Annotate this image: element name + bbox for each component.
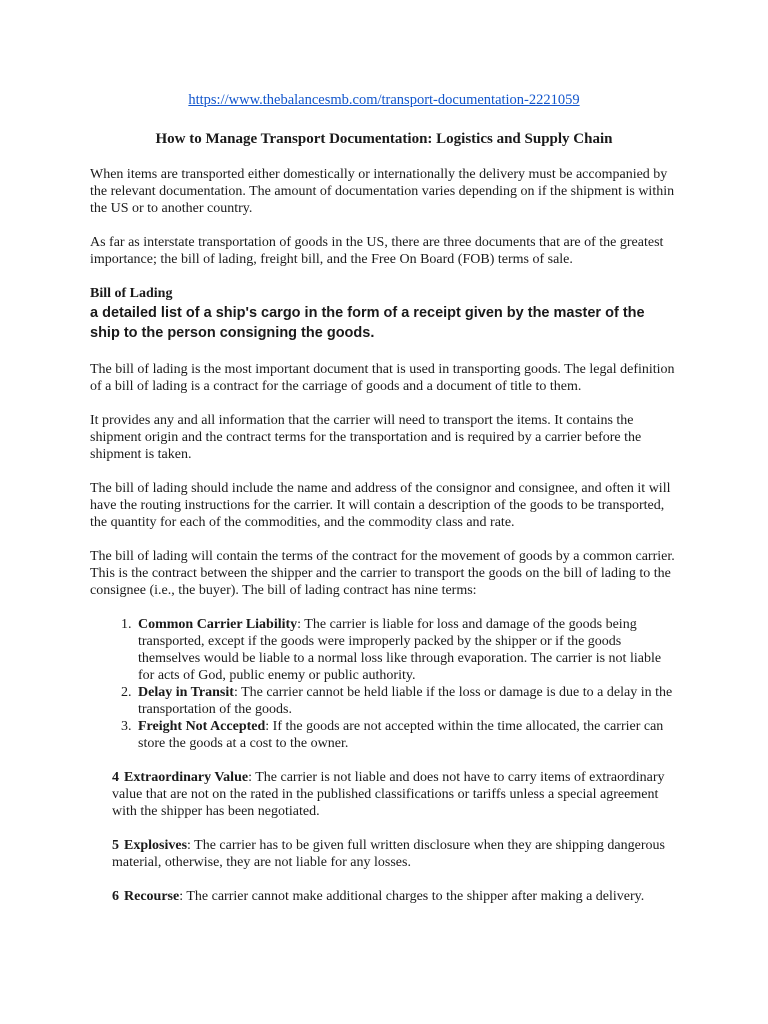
list-item <box>135 616 678 684</box>
source-url-link[interactable]: https://www.thebalancesmb.com/transport-documentation-2221059 <box>188 92 580 108</box>
list-item-text: : The carrier cannot be held liable if the loss or damage is due to a delay in the transportation of the goods. <box>138 685 673 717</box>
list-item-text: : The carrier is liable for loss and damage of the goods being transported, except if the goods were improperly packed by the shipper or if the goods themselves would be liable to a normal loss like through evaporation. The carrier is not liable for acts of God, public enemy or public authority. <box>138 617 662 683</box>
term-number: 4 <box>112 770 119 785</box>
body-paragraph-4: The bill of lading will contain the terms of the contract for the movement of goods by a common carrier. This is the contract between the shipper and the carrier to transport the goods on the bill of lading to the consignee (i.e., the buyer). The bill of lading contract has nine terms: <box>90 549 675 598</box>
term-item <box>112 769 678 820</box>
term-text: : The carrier is not liable and does not have to carry items of extraordinary value that are not on the rated in the published classifications or tariffs unless a special agreement with the shipper has been negotiated. <box>112 770 665 819</box>
list-item <box>135 718 678 752</box>
list-item-text: : If the goods are not accepted within the time allocated, the carrier can store the goods at a cost to the owner. <box>138 719 664 751</box>
term-name: Recourse <box>124 889 180 904</box>
section-heading: Bill of Lading <box>90 286 173 301</box>
list-item-term: Freight Not Accepted <box>138 719 266 734</box>
body-paragraph-1: The bill of lading is the most important document that is used in transporting goods. The legal definition of a bill of lading is a contract for the carriage of goods and a document of title to them. <box>90 362 675 394</box>
body-paragraph-3: The bill of lading should include the name and address of the consignor and consignee, and often it will have the routing instructions for the carrier. It will contain a description of the goods to be transported, the quantity for each of the commodities, and the commodity class and rate. <box>90 481 671 530</box>
intro-paragraph-2: As far as interstate transportation of goods in the US, there are three documents that are of the greatest importance; the bill of lading, freight bill, and the Free On Board (FOB) terms of sale. <box>90 235 664 267</box>
term-name: Explosives <box>124 838 188 853</box>
term-text: : The carrier has to be given full written disclosure when they are shipping dangerous material, otherwise, they are not liable for any losses. <box>112 838 665 870</box>
term-item <box>112 837 678 871</box>
term-item <box>112 888 678 905</box>
list-item-term: Common Carrier Liability <box>138 617 298 632</box>
term-name: Extraordinary Value <box>124 770 249 785</box>
list-item-term: Delay in Transit <box>138 685 234 700</box>
term-number: 5 <box>112 838 119 853</box>
term-number: 6 <box>112 889 119 904</box>
definition: a detailed list of a ship's cargo in the form of a receipt given by the master of the ship to the person consigning the goods. <box>90 305 645 341</box>
terms-list <box>90 616 678 752</box>
term-text: : The carrier cannot make additional charges to the shipper after making a delivery. <box>179 889 645 904</box>
document-title: How to Manage Transport Documentation: Logistics and Supply Chain <box>155 131 613 147</box>
intro-paragraph-1: When items are transported either domestically or internationally the delivery must be accompanied by the relevant documentation. The amount of documentation varies depending on if the shipment is within the US or to another country. <box>90 167 675 216</box>
list-item <box>135 684 678 718</box>
body-paragraph-2: It provides any and all information that the carrier will need to transport the items. It contains the shipment origin and the contract terms for the transportation and is required by a carrier before the shipment is taken. <box>90 413 642 462</box>
source-url <box>90 92 678 109</box>
